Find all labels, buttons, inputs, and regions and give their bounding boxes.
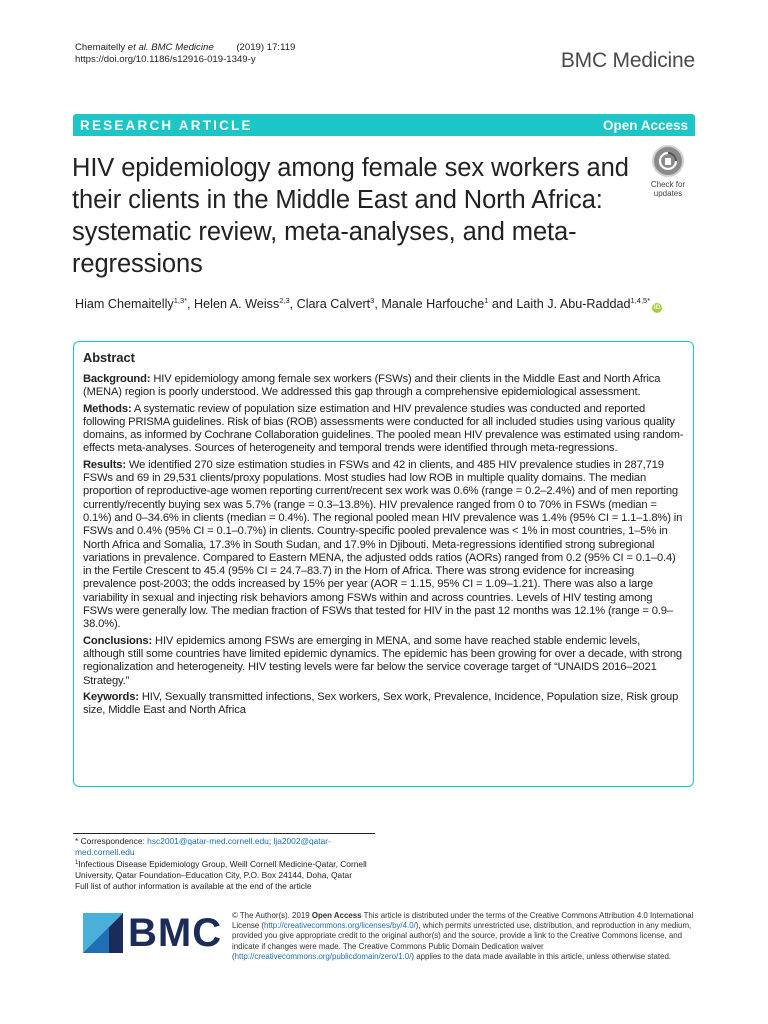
bmc-logo — [83, 913, 223, 955]
author-list — [75, 296, 662, 313]
background-label: Background: — [83, 373, 151, 385]
author-name[interactable]: Laith J. Abu-Raddad — [516, 297, 631, 311]
results-text: We identified 270 size estimation studies in FSWs and 42 in clients, and 485 HIV prevalence studies in 287,719 FSWs and 69 in 29,531 clients/proxy populations. Most studies had low ROB in multiple quality domains. The median proportion of reproductive-age women reporting current/recent sex work was 0.6% (range = 0.2–2.4%) and of men reporting currently/recently buying sex was 5.7% (range = 0.3–13.8%). HIV prevalence ranged from 0 to 70% in FSWs (median = 0.1%) and 0–34.6% in clients (median = 0.4%). The regional pooled mean HIV prevalence was 1.4% (95% CI = 1.1–1.8%) in FSWs and 0.4% (95% CI = 0.1–0.7%) in clients. Country-specific pooled prevalence was < 1% in most countries, 1–5% in North Africa and Somalia, 17.3% in South Sudan, and 17.9% in Djibouti. Meta-regressions identified strong subregional variations in prevalence. Compared to Eastern MENA, the adjusted odds ratios (AORs) ranged from 0.2 (95% CI = 0.1–0.4) in the Fertile Crescent to 45.4 (95% CI = 24.7–83.7) in the Horn of Africa. There was strong evidence for increasing prevalence post-2003; the odds increased by 15% per year (AOR = 1.15, 95% CI = 1.09–1.21). There was also a large variability in sexual and injecting risk behaviors among FSWs within and across countries. Levels of HIV testing among FSWs were generally low. The median fraction of FSWs that tested for HIV in the past 12 months was 12.1% (range = 0.9–38.0%). — [83, 458, 683, 631]
conclusions-label: Conclusions: — [83, 634, 153, 647]
affiliation-number: 1 — [75, 860, 79, 866]
author-name[interactable]: Hiam Chemaitelly — [75, 297, 174, 311]
check-updates-line2: updates — [653, 189, 683, 198]
email-link[interactable]: hsc2001@qatar-med.cornell.edu — [147, 836, 269, 846]
license-part2: ), which permits unrestricted use, distribution, and reproduction in any medium, provided you give appropriate credit to the original author(s) and the source, provide a link to the Creative Commons license, and indicate if changes were made. The Creative Commons Public Domain Dedication waiver ( — [232, 921, 692, 961]
abstract-results — [83, 459, 684, 632]
orcid-icon[interactable]: iD — [653, 304, 661, 311]
methods-label: Methods: — [83, 402, 132, 415]
author-separator: , — [187, 297, 195, 311]
license-part1: This article is distributed under the terms of the Creative Commons Attribution 4.0 International License ( — [232, 911, 694, 931]
open-access-label: Open Access — [602, 117, 688, 133]
author-info-note: Full list of author information is available at the end of the article — [75, 881, 312, 891]
abstract-conclusions — [83, 635, 684, 688]
author-name[interactable]: Helen A. Weiss — [194, 297, 280, 311]
header-etal: et al. — [127, 42, 149, 53]
abstract-heading: Abstract — [83, 350, 135, 365]
author-separator: and — [488, 297, 517, 311]
results-label: Results: — [83, 458, 126, 471]
license-link-cc-by[interactable]: http://creativecommons.org/licenses/by/4.0/ — [264, 921, 416, 931]
bmc-logo-text: BMC — [128, 911, 223, 955]
abstract-background — [83, 373, 684, 400]
correspondence-line: * Correspondence: hsc2001@qatar-med.cornell.edu; lja2002@qatar-med.cornell.edu — [75, 836, 331, 857]
check-for-updates-button[interactable] — [643, 143, 693, 203]
footnote-divider — [73, 833, 375, 834]
author-affiliation: 3 — [370, 296, 375, 305]
keywords-label: Keywords: — [83, 690, 139, 703]
running-header-citation — [75, 41, 295, 54]
bmc-logo-icon — [83, 913, 123, 953]
author-name[interactable]: Clara Calvert — [296, 297, 371, 311]
conclusions-text: HIV epidemics among FSWs are emerging in MENA, and some have reached stable endemic levels, although still some countries have limited epidemic dynamics. The epidemic has been growing for over a decade, with strong regionalization and heterogeneity. HIV testing levels were far below the service coverage target of “UNAIDS 2016–2021 Strategy.” — [83, 634, 682, 687]
affiliation-line — [75, 858, 375, 881]
abstract-methods — [83, 403, 684, 456]
copyright-text: © The Author(s). 2019 — [232, 911, 310, 920]
author-affiliation: 2,3 — [279, 296, 290, 305]
check-updates-icon — [652, 145, 684, 177]
keywords-text: HIV, Sexually transmitted infections, Sex workers, Sex work, Prevalence, Incidence, Population size, Risk group size, Middle East and North Africa — [83, 690, 679, 717]
license-open-access: Open Access — [311, 911, 362, 920]
article-type-label: RESEARCH ARTICLE — [80, 117, 253, 133]
footnotes — [75, 836, 375, 892]
correspondence-prefix: * Correspondence: — [75, 836, 145, 846]
author-affiliation: 1 — [484, 296, 489, 305]
license-link-cc0[interactable]: http://creativecommons.org/publicdomain/zero/1.0/ — [234, 951, 412, 961]
header-year-volume: (2019) 17:119 — [236, 42, 296, 53]
header-doi-link[interactable]: https://doi.org/10.1186/s12916-019-1349-y — [75, 54, 256, 65]
article-title: HIV epidemiology among female sex workers and their clients in the Middle East and North Africa: systematic review, meta-analyses, and meta-regressions — [72, 154, 629, 278]
abstract-box — [73, 341, 694, 787]
abstract-keywords — [83, 691, 684, 718]
header-journal-abbrev: BMC Medicine — [151, 42, 214, 53]
header-author: Chemaitelly — [75, 42, 126, 53]
author-separator: , — [289, 297, 297, 311]
author-separator: , — [374, 297, 382, 311]
check-updates-line1: Check for — [650, 180, 686, 189]
author-affiliation: 1,3* — [173, 296, 188, 305]
article-type-banner — [73, 114, 695, 136]
affiliation-text: Infectious Disease Epidemiology Group, Weill Cornell Medicine-Qatar, Cornell University, Qatar Foundation–Education City, P.O. Box 24144, Doha, Qatar — [75, 859, 367, 880]
author-affiliation: 1,4,5* — [630, 296, 651, 305]
background-text: HIV epidemiology among female sex workers (FSWs) and their clients in the Middle East and North Africa (MENA) region is poorly understood. We addressed this gap through a comprehensive epidemiological assessment. — [83, 373, 661, 399]
journal-name: BMC Medicine — [560, 49, 695, 72]
methods-text: A systematic review of population size estimation and HIV prevalence studies was conducted and reported following PRISMA guidelines. Risk of bias (ROB) assessments were conducted for all included studies using various quality domains, as informed by Cochrane Collaboration guidelines. The pooled mean HIV prevalence was estimated using random-effects meta-analyses. Sources of heterogeneity and temporal trends were identified through meta-regressions. — [83, 402, 684, 455]
check-updates-text — [643, 180, 693, 198]
author-name[interactable]: Manale Harfouche — [381, 297, 485, 311]
license-text — [232, 911, 698, 962]
email-link[interactable]: lja2002@qatar-med.cornell.edu — [75, 836, 331, 857]
license-part3: ) applies to the data made available in this article, unless otherwise stated. — [411, 951, 672, 961]
